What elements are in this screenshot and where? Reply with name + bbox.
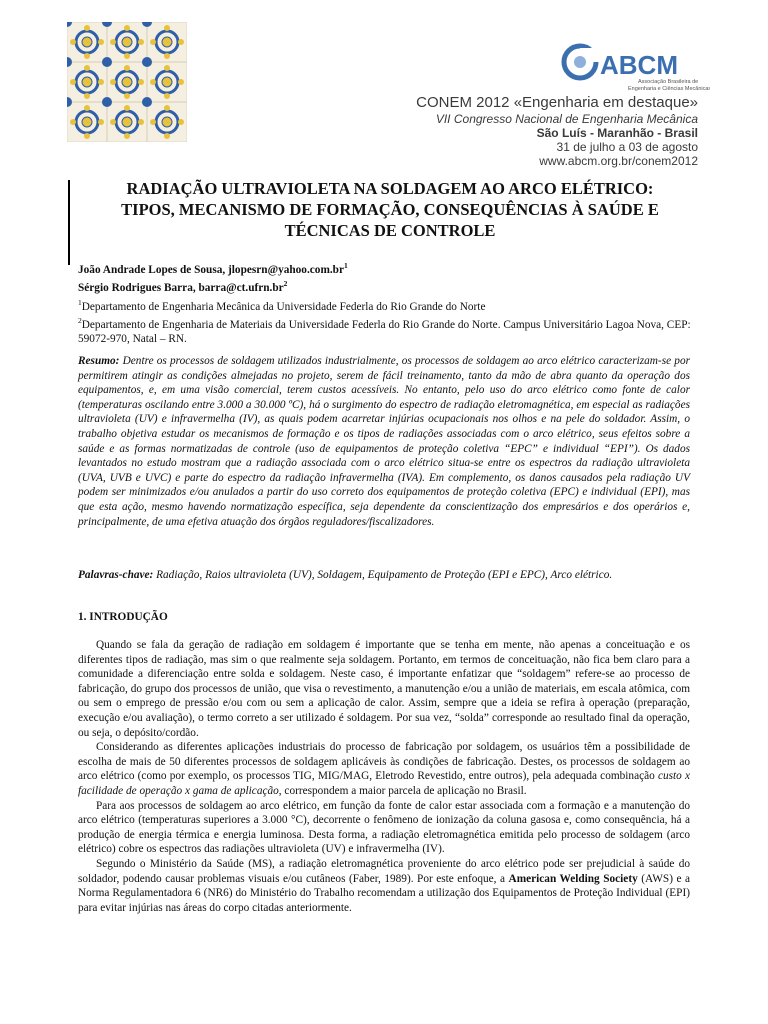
paragraph-4-text-a: Segundo o Ministério da Saúde (MS), a radiação eletromagnética proveniente do arco elétrico pode ser prejudicial à saúde do soldador, podendo causar problemas visuais e/ou cutâneos (Faber, 1989). Por este enfoque, a [78, 857, 690, 885]
paragraph-2-text-a: Considerando as diferentes aplicações industriais do processo de fabricação por soldagem, os usuários têm a possibilidade de escolha de mais de 50 diferentes processos de soldagem aplicáveis às condições de fabricação. Destes, os processos de soldagem ao arco elétrico (como por exemplo, os processos TIG, MIG/MAG, Eletrodo Revestido, entre outros), pela adequada combinação [78, 741, 690, 783]
affiliation-2: Departamento de Engenharia de Materiais da Universidade Federla do Rio Grande do Norte. Campus Universitário Lagoa Nova, CEP: 59072-970, Natal – RN. [78, 318, 691, 346]
abcm-logo [560, 40, 710, 94]
author-2-sup: 2 [283, 279, 288, 289]
paragraph-2-text-b: , correspondem a maior parcela de aplicação no Brasil. [278, 784, 527, 797]
title-accent-bar [68, 180, 70, 265]
paragraph-2-italic: custo x facilidade de operação x gama de aplicação [78, 770, 690, 797]
title-line-3: TÉCNICAS DE CONTROLE [284, 221, 496, 240]
azulejo-tile-logo [67, 22, 187, 142]
author-1: João Andrade Lopes de Sousa, jlopesrn@yahoo.com.br [78, 263, 344, 276]
author-1-sup: 1 [343, 261, 348, 270]
abstract-text: Dentre os processos de soldagem utilizados industrialmente, os processos de soldagem ao arco elétrico caracterizam-se por permitirem atingir as condições almejadas no projeto, serem de fácil treinamento, tanto da mão de abra quanto da operação dos equipamentos, e, em uma visão comercial, terem custos acessíveis. No entanto, pelo uso do arco elétrico como fonte de calor (temperaturas oscilando entre 3.000 a 30.000 ºC), há o surgimento do espectro de radiação eletromagnética, em especial as radiações ultravioleta (UV) e infravermelha (IV), as quais podem acarretar injúrias ocupacionais nos olhos e na pele do soldador. Assim, o trabalho objetiva estudar os mecanismos de formação e os tipos de radiações associadas com o arco elétrico, seus efeitos sobre a saúde e as formas normatizadas de controle (uso de equipamentos de proteção coletiva “EPC” e individual “EPI”). Os dados levantados no estudo mostram que a radiação associada com o arco elétrico situa-se entre os espectros da radiação ultravioleta (UVA, UVB e UVC) e parte do espectro da radiação infravermelha (IVA). Em complemento, os danos causados pela radiação UV podem ser minimizados e/ou anulados a partir do uso correto dos equipamentos de proteção coletiva (EPC) e individual (EPI), mas que esta ação, mesmo havendo normatização específica, seja dependente da conscientização dos empresários e dos operários e, principalmente, de uma efetiva atuação dos órgãos reguladores/fiscalizadores. [78, 355, 690, 528]
abstract [78, 354, 690, 529]
keywords-label: Palavras-chave: [78, 569, 154, 581]
paragraph-4-text-b: (AWS) e a Norma Regulamentadora 6 (NR6) do Ministério do Trabalho recomendam a utilização dos Equipamentos de Proteção Individual (EPI) para evitar injúrias nas áreas do corpo citadas anteriormente. [78, 872, 691, 914]
paper-title [80, 178, 700, 241]
logo-subtitle-2: Engenharia e Ciências Mecânicas [628, 86, 710, 92]
conference-url[interactable]: www.abcm.org.br/conem2012 [539, 154, 698, 168]
author-block [78, 259, 698, 347]
author-2: Sérgio Rodrigues Barra, barra@ct.ufrn.br [78, 282, 284, 295]
swoosh-icon [564, 46, 602, 78]
affiliation-1-sup: 1 [78, 297, 82, 307]
conference-subtitle: VII Congresso Nacional de Engenharia Mecânica [435, 112, 698, 126]
title-line-1: RADIAÇÃO ULTRAVIOLETA NA SOLDAGEM AO ARCO ELÉTRICO: [126, 179, 654, 198]
paragraph-1: Quando se fala da geração de radiação em soldagem é importante que se tenha em mente, não apenas a conceituação e os diferentes tipos de radiação, mas sim o que realmente seja soldagem. Portanto, em termos de conceituação, não fica bem claro para a comunidade a diferenciação entre solda e soldagem. Neste caso, é importante enfatizar que “soldagem” refere-se ao processo de fabricação, do grupo dos processos de união, que visa o revestimento, a manutenção e/ou a união de materiais, em escala atômica, com ou sem o emprego de pressão e/ou com ou sem a aplicação de calor. Assim, sempre que a ideia se refira à operação (preparação, execução e/ou avaliação), o termo correto a ser utilizado é soldagem. Por sua vez, “solda” corresponde ao resultado final da operação, ou seja, o depósito/cordão. [78, 639, 690, 739]
paragraph-3: Para aos processos de soldagem ao arco elétrico, em função da fonte de calor estar associada com a formação e a manutenção do arco elétrico (temperaturas superiores a 3.000 °C), decorrente o fenômeno de ionização da coluna gasosa e, como consequência, há a produção de energia térmica e energia luminosa. Desta forma, a radiação eletromagnética emitida pelo processo de soldagem (arco elétrico) cobre os espectros das radiações ultravioleta (UV) e infravermelha (IV). [78, 799, 690, 856]
logo-subtitle-1: Associação Brasileira de [638, 79, 699, 85]
paragraph-4 [78, 857, 690, 915]
paragraph-2 [78, 740, 690, 798]
keywords-text: Radiação, Raios ultravioleta (UV), Soldagem, Equipamento de Proteção (EPI e EPC), Arco elétrico. [153, 569, 613, 581]
paragraph-4-bold: American Welding Society [508, 872, 638, 885]
introduction-body [78, 638, 690, 915]
keywords [78, 568, 690, 583]
logo-text: ABCM [600, 50, 678, 80]
abstract-label: Resumo: [78, 355, 120, 367]
title-line-2: TIPOS, MECANISMO DE FORMAÇÃO, CONSEQUÊNCIAS À SAÚDE E [121, 200, 659, 219]
affiliation-2-sup: 2 [78, 315, 82, 325]
section-heading-introduction: 1. INTRODUÇÃO [78, 611, 168, 623]
conference-dates: 31 de julho a 03 de agosto [556, 140, 698, 154]
conference-location: São Luís - Maranhão - Brasil [536, 126, 698, 140]
conference-title: CONEM 2012 «Engenharia em destaque» [416, 94, 698, 111]
affiliation-1: Departamento de Engenharia Mecânica da Universidade Federla do Rio Grande do Norte [81, 300, 486, 313]
